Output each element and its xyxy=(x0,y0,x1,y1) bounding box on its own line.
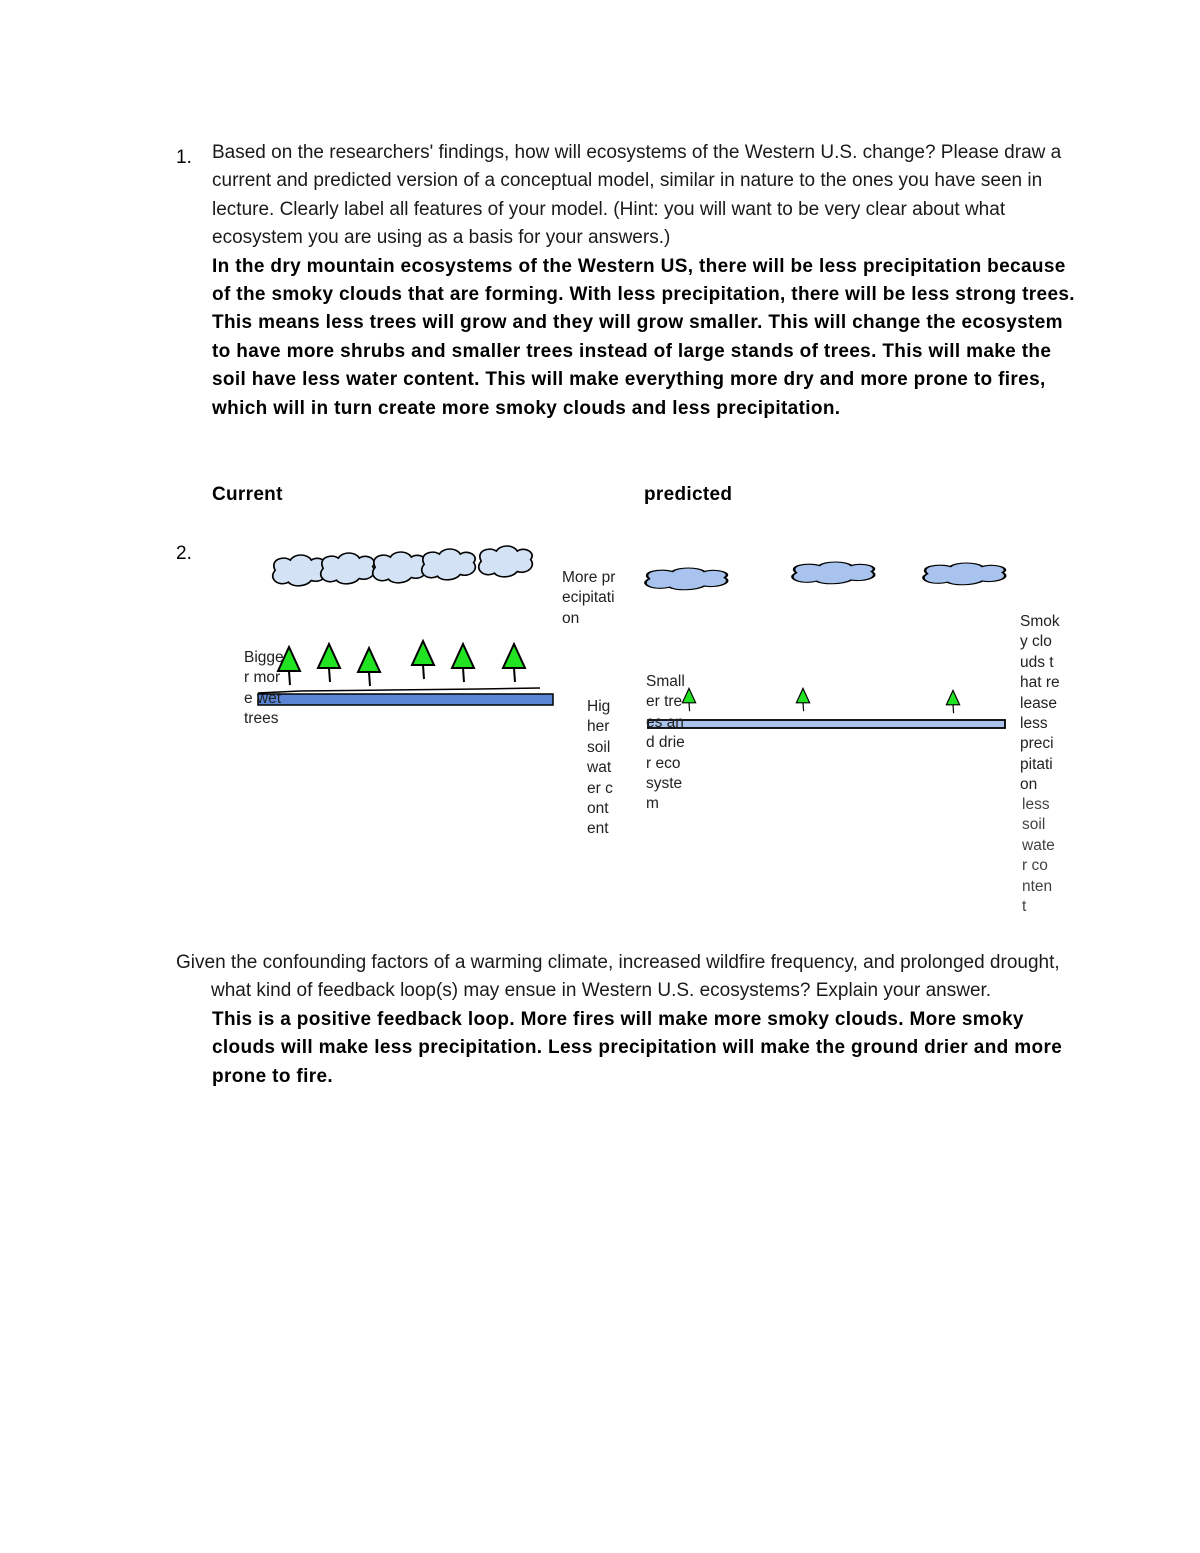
tree-icon xyxy=(503,644,525,682)
smoky-cloud-icon xyxy=(645,568,727,590)
current-heading: Current xyxy=(212,484,283,505)
predicted-trees xyxy=(682,688,959,713)
current-trees-label: Bigger more wet trees xyxy=(244,649,284,728)
cloud-icon xyxy=(273,555,327,586)
tree-icon xyxy=(318,644,340,682)
predicted-clouds xyxy=(645,562,1005,590)
predicted-ground xyxy=(648,720,1005,728)
smoky-cloud-icon xyxy=(792,562,874,584)
question-1-number: 1. xyxy=(176,147,192,168)
tree-icon xyxy=(412,641,434,679)
question-1-prompt: Based on the researchers' findings, how will ecosystems of the Western U.S. change? Please draw a current and predicted version of a conceptual model, similar in nature to the ones you have seen in lecture. Clearly label all features of your model. (Hint: you will want to be very clear about what ecosystem you are using as a basis for your answers.) xyxy=(212,142,1062,249)
tree-icon xyxy=(452,644,474,682)
predicted-heading: predicted xyxy=(644,484,733,505)
predicted-clouds-label: Smoky clouds that release less precipitation xyxy=(1020,613,1060,794)
question-2-block xyxy=(176,949,1091,1091)
question-2-answer: This is a positive feedback loop. More fires will make more smoky clouds. More smoky clouds will make less precipitation. Less precipitation will make the ground drier and more prone to fire. xyxy=(212,1008,1063,1087)
current-ground xyxy=(258,688,553,705)
cloud-icon xyxy=(422,549,476,580)
cloud-icon xyxy=(321,553,375,584)
small-tree-icon xyxy=(796,688,809,711)
cloud-icon xyxy=(373,552,427,583)
small-tree-icon xyxy=(946,690,959,713)
predicted-soil-label: less soil water content xyxy=(1022,796,1055,916)
question-2-prompt: Given the confounding factors of a warming climate, increased wildfire frequency, and prolonged drought, what kind of feedback loop(s) may ensue in Western U.S. ecosystems? Explain your answer. xyxy=(176,952,1060,1002)
current-soil-label: Higher soil water content xyxy=(587,698,613,838)
cloud-icon xyxy=(479,546,533,577)
smoky-cloud-icon xyxy=(923,563,1005,585)
question-1-answer: In the dry mountain ecosystems of the Western US, there will be less precipitation because of the smoky clouds that are forming. With less precipitation, there will be less strong trees. This means less trees will grow and they will grow smaller. This will change the ecosystem to have more shrubs and smaller trees instead of large stands of trees. This will make the soil have less water content. This will make everything more dry and more prone to fires, which will in turn create more smoky clouds and less precipitation. xyxy=(212,255,1075,419)
tree-icon xyxy=(358,648,380,686)
current-clouds xyxy=(273,546,533,586)
current-trees xyxy=(278,641,525,686)
predicted-trees-label: Smaller trees and drier ecosystem xyxy=(646,673,685,813)
question-2-number: 2. xyxy=(176,543,192,564)
current-precipitation-label: More precipitation xyxy=(562,569,616,627)
